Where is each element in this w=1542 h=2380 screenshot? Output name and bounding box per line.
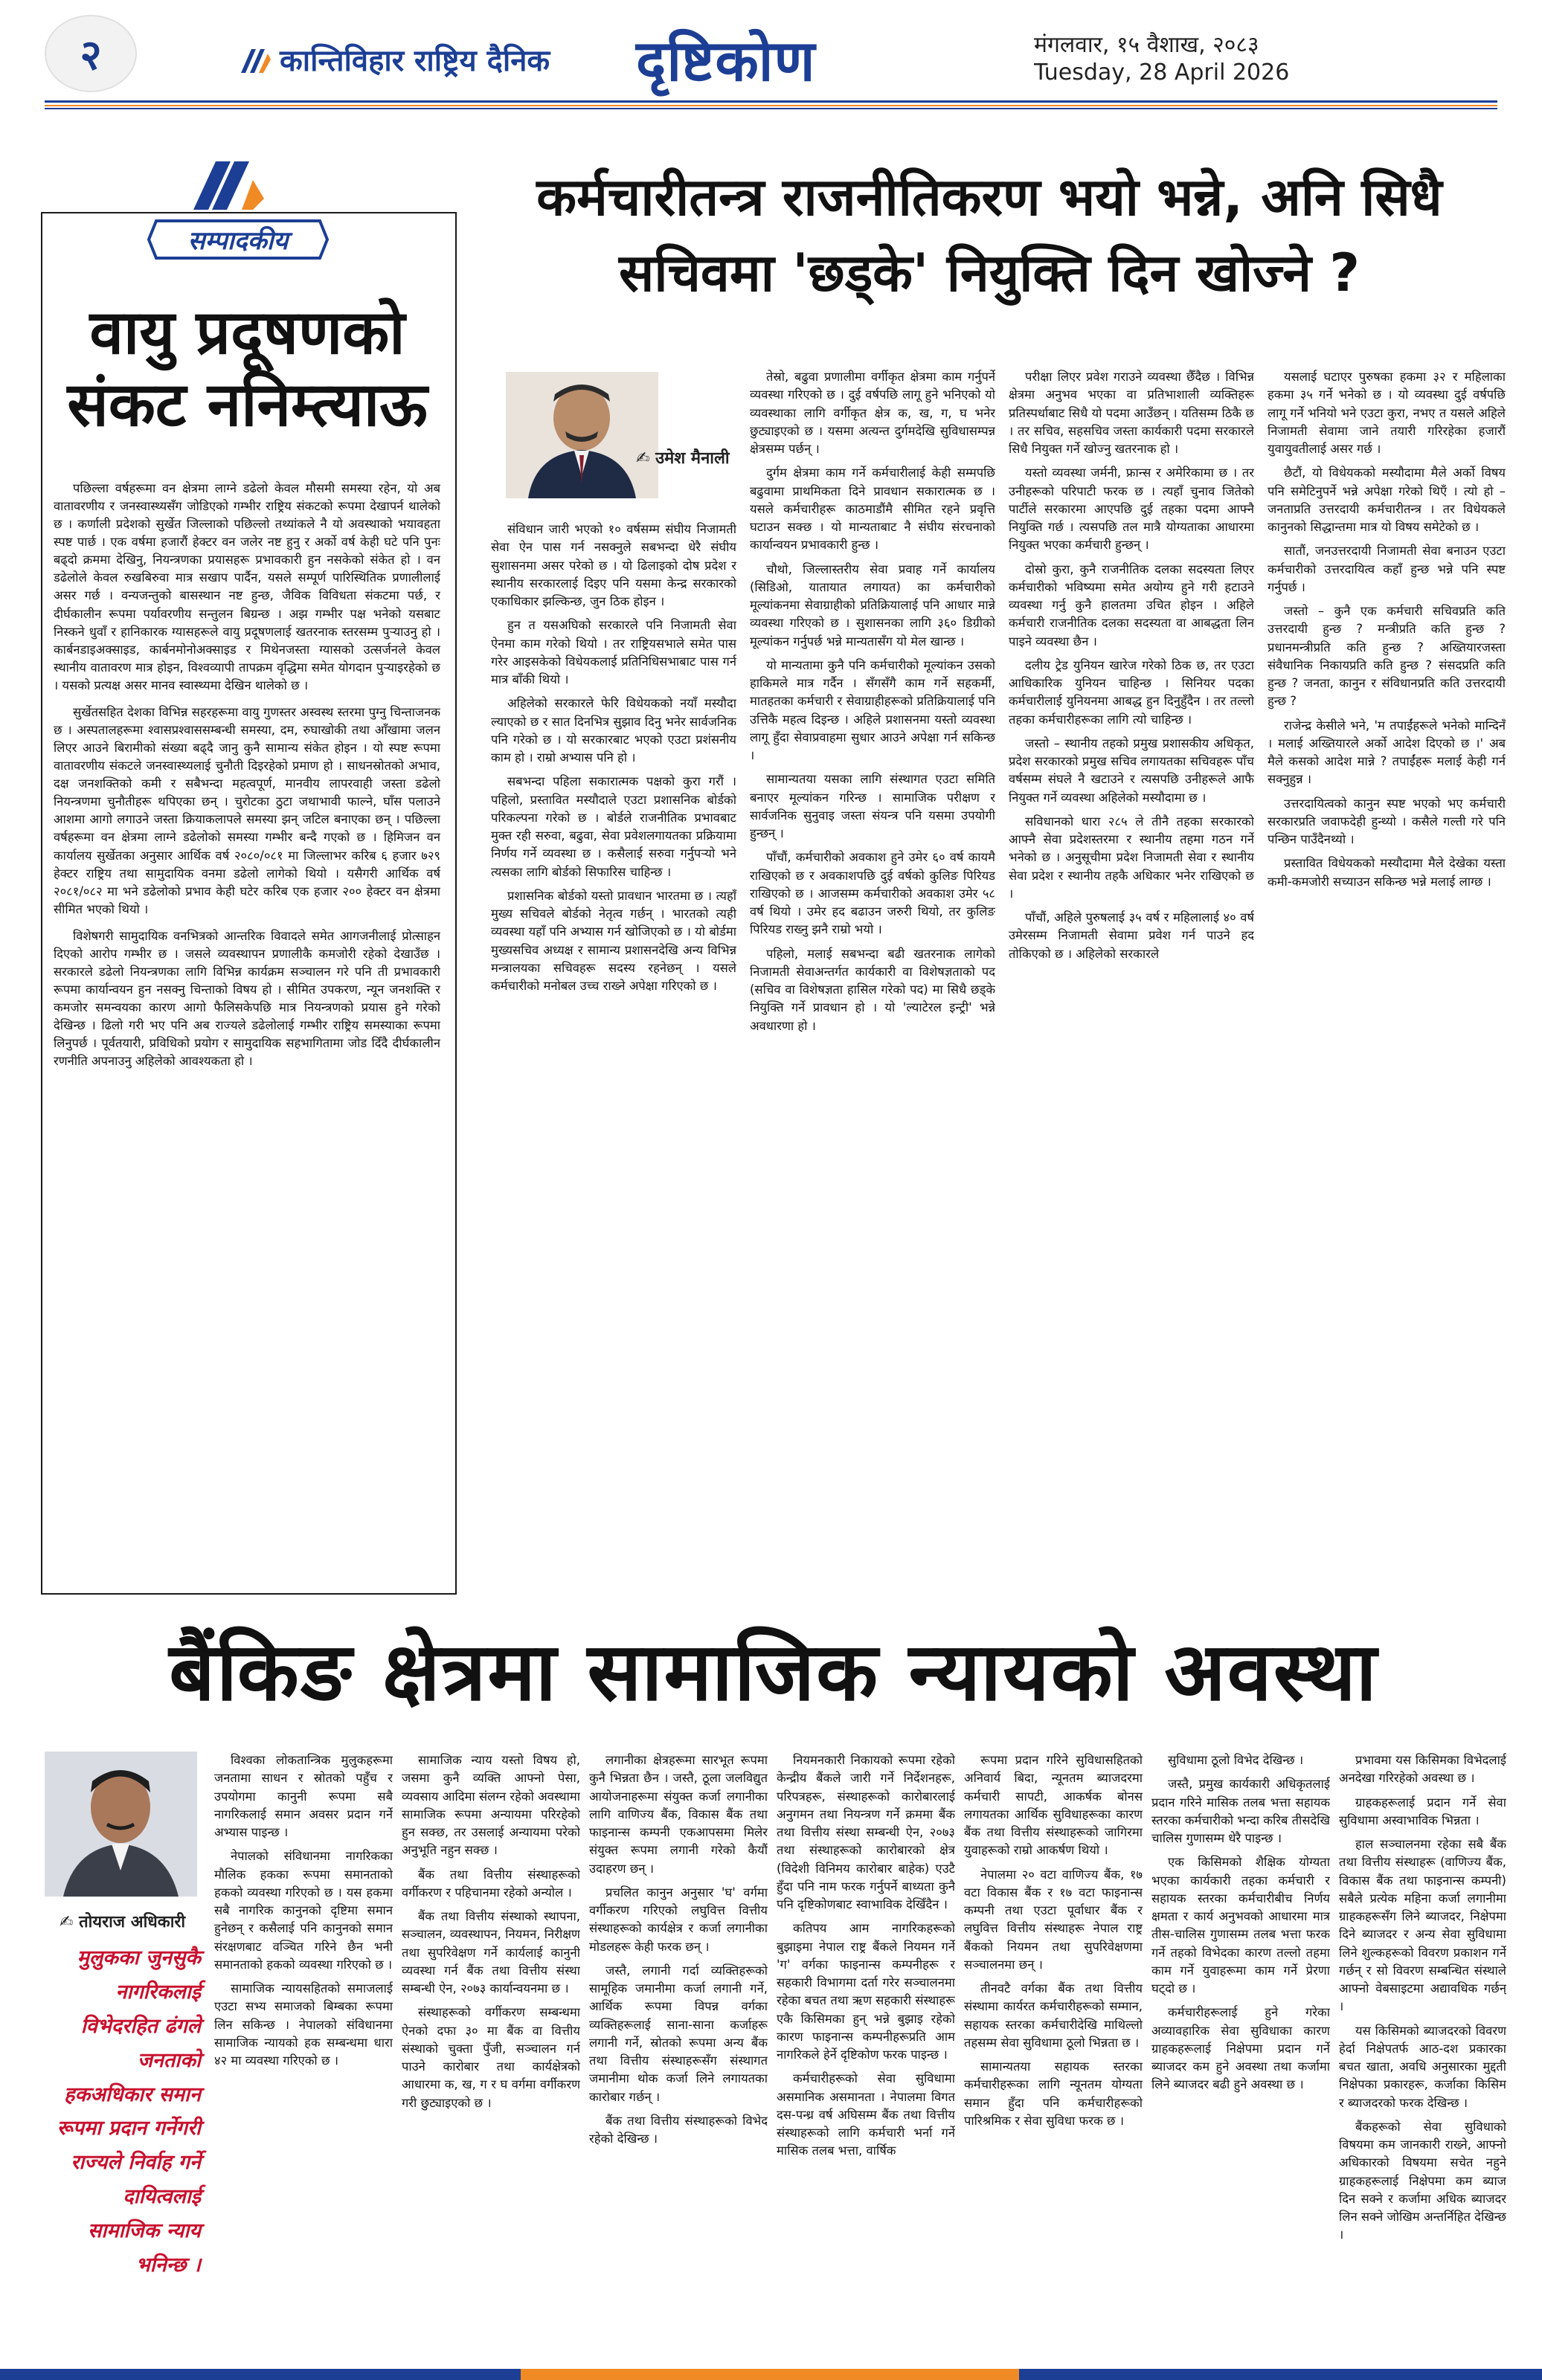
editorial-paragraph: सुर्खेतसहित देशका विभिन्न सहरहरूमा वायु गुणस्तर अस्वस्थ स्तरमा पुग्नु चिन्ताजनक छ । अस्पतालहरूमा श्वासप्रश्वाससम्बन्धी समस्या, दम, रुघाखोकी तथा आँखामा जलन लिएर आउने बिरामीको संख्या बढ्दै जानु कुनै सामान्य संकेत होइन । यो स्पष्ट रूपमा वातावरणीय संकटले जनस्वास्थ्यलाई चुनौती दिइरहेको प्रमाण हो । साधनस्रोतको अभाव, दक्ष जनशक्तिको कमी र सबैभन्दा महत्वपूर्ण, मानवीय लापरवाही जस्ता डढेलो नियन्त्रणमा चुनौतीहरू थपिएका छन् । चुरोटका ठुटा जथाभावी फाल्ने, घाँस पलाउने आशमा आगो लगाउने जस्ता क्रियाकलापले समस्या झन् जटिल बनाएका छन् । पछिल्ला वर्षहरूमा वन क्षेत्रमा लाग्ने डढेलोको समस्या गम्भीर बन्दै गएको छ । हिमिजन वन कार्यालय सुर्खेतका अनुसार आर्थिक वर्ष २०८०/०८१ मा जिल्लाभर करिब ६ हजार ७२९ हेक्टर राष्ट्रिय तथा सामुदायिक वनमा डढेलो लागेको थियो । यसैगरी आर्थिक वर्ष २०८१/०८२ मा भने डढेलोको प्रभाव केही घटेर करिब एक हजार २०० हेक्टर वन क्षेत्रमा सीमित भएको थियो । — [54, 704, 440, 916]
second-article-column-5 — [964, 1752, 1143, 2361]
date-english: Tuesday, 28 April 2026 — [1034, 60, 1290, 86]
article-paragraph: नियमनकारी निकायको रूपमा रहेको केन्द्रीय बैंकले जारी गर्ने निर्देशनहरू, परिपत्रहरू, संस्थाहरूको कारोबारलाई अनुगमन तथा नियन्त्रण गर्ने क्रममा बैंक तथा वित्तीय संस्था सम्बन्धी ऐन, २०७३ तथा संस्थाहरूको कारोबारको क्षेत्र (विदेशी विनिमय कारोबार बाहेक) एउटै हुँदा पनि नाम फरक गर्नुपर्ने बाध्यता कुनै पनि दृष्टिकोणबाट स्वाभाविक देखिँदैन । — [777, 1753, 955, 1911]
article-paragraph: सामान्यतया यसका लागि संस्थागत एउटा समिति बनाएर मूल्यांकन गरिन्छ । सामाजिक परीक्षण र सार्वजनिक सुनुवाइ जस्ता संयन्त्र पनि यसमा उपयोगी हुन्छन् । — [750, 772, 995, 840]
article-paragraph: राजेन्द्र केसीले भने, 'म तपाईंहरूले भनेको मान्दिनँ । मलाई अख्तियारले अर्को आदेश दिएको छ ।' अब मैले कसको आदेश मान्ने ? तपाईंहरू मलाई केही गर्न सक्नुहुन्न । — [1268, 718, 1506, 787]
paper-name: कान्तिविहार राष्ट्रिय दैनिक — [280, 44, 550, 78]
article-paragraph: प्रस्तावित विधेयकको मस्यौदामा मैले देखेका यस्ता कमी-कमजोरी सच्याउन सकिन्छ भन्ने मलाई लाग्छ । — [1268, 856, 1506, 889]
editorial-heading — [41, 298, 454, 442]
section-name: दृष्टिकोण — [636, 28, 816, 94]
article-paragraph: सामाजिक न्याय यस्तो विषय हो, जसमा कुनै व्यक्ति आफ्नो पेसा, व्यवसाय आदिमा संलग्न रहेको अवस्थामा सामाजिक रूपमा अन्यायमा परिरहेको हुन सक्छ, तर उसलाई अन्यायमा परेको अनुभूति नहुन सक्छ । — [402, 1753, 580, 1858]
article-paragraph: यो मान्यतामा कुनै पनि कर्मचारीको मूल्यांकन उसको हाकिमले मात्र गर्दैन । सँगसँगै काम गर्ने सहकर्मी, मातहतका कर्मचारी र सेवाग्राहीहरूको प्रतिक्रियालाई पनि उत्तिकै महत्व दिइन्छ । अहिले प्रशासनमा यस्तो व्यवस्था लागू हुँदा सेवाप्रवाहमा सुधार आउने अपेक्षा गर्न सकिन्छ । — [750, 657, 995, 762]
article-paragraph: दलीय ट्रेड युनियन खारेज गरेको ठिक छ, तर एउटा आधिकारिक युनियन चाहिन्छ । सिनियर पदका कर्मचारीलाई युनियनमा आबद्ध हुन दिनुहुँदैन । तर तल्लो तहका कर्मचारीहरूका लागि त्यो चाहिन्छ । — [1009, 657, 1254, 727]
main-article-column-4 — [1268, 368, 1506, 1592]
editorial-heading-line1: वायु प्रदूषणको — [89, 298, 405, 368]
article-paragraph: सामान्यतया सहायक स्तरका कर्मचारीहरूका लागि न्यूनतम योग्यता समान हुँदा पनि कर्मचारीहरूको पारिश्रमिक र सेवा सुविधा फरक छ । — [964, 2059, 1143, 2128]
date-nepali: मंगलवार, १५ वैशाख, २०८३ — [1034, 32, 1259, 58]
article-paragraph: चौथो, जिल्लास्तरीय सेवा प्रवाह गर्ने कार्यालय (सिडिओ, यातायात लगायत) का कर्मचारीको मूल्यांकनमा सेवाग्राहीको प्रतिक्रियालाई पनि आधार मान्ने व्यवस्था गरिएको छ । सुशासनका लागि ३६० डिग्रीको मूल्यांकन गर्नुपर्छ भन्ने मान्यतासँग यो मेल खान्छ । — [750, 562, 995, 649]
article-paragraph: सुविधामा ठूलो विभेद देखिन्छ । — [1168, 1753, 1304, 1767]
article-paragraph: दोस्रो कुरा, कुनै राजनीतिक दलका सदस्यता लिएर कर्मचारीको भविष्यमा समेत अयोग्य हुने गरी हटाउने व्यवस्था गर्नु कुनै हालतमा उचित होइन । अहिले कर्मचारी राजनीतिक दलका सदस्यता वा आबद्धता लिन पाइने व्यवस्था छैन । — [1009, 562, 1254, 649]
article-paragraph: कर्मचारीहरूलाई हुने गरेका अव्यावहारिक सेवा सुविधाका कारण ग्राहकहरूलाई निक्षेपमा प्रदान गर्ने ब्याजदर कम हुने अवस्था तथा कर्जामा लिने ब्याजदर बढी हुने अवस्था छ । — [1151, 2005, 1330, 2092]
second-article-column-7 — [1339, 1752, 1506, 2361]
article-paragraph: नेपालको संविधानमा नागरिकका मौलिक हकका रूपमा समानताको हकको व्यवस्था गरिएको छ । यस हकमा सबै नागरिक कानुनको दृष्टिमा समान हुनेछन् र कसैलाई पनि कानुनको समान संरक्षणबाट वञ्चित गरिने छैन भनी समानताको हकको व्यवस्था गरिएको छ । — [214, 1849, 393, 1972]
second-author-name: तोयराज अधिकारी — [79, 1913, 186, 1932]
main-article-column-3 — [1009, 368, 1254, 1592]
paper-logo-icon — [237, 43, 272, 76]
article-paragraph: कतिपय आम नागरिकहरूको बुझाइमा नेपाल राष्ट्र बैंकले नियमन गर्ने 'ग' वर्गका फाइनान्स कम्पनीहरू र सहकारी विभागमा दर्ता गरेर सञ्चालनमा रहेका बचत तथा ऋण सहकारी संस्थाहरू एकै किसिमका हुन् भन्ने बुझाइ रहेको कारण फाइनान्स कम्पनीहरूप्रति आम नागरिकले हेर्ने दृष्टिकोण फरक पाइन्छ । — [777, 1921, 955, 2062]
article-paragraph: जस्तै, लगानी गर्दा व्यक्तिहरूको सामूहिक जमानीमा कर्जा लगानी गर्ने, आर्थिक रूपमा विपन्न वर्गका व्यक्तिहरूलाई साना-साना कर्जाहरू लगानी गर्ने, स्रोतको रूपमा अन्य बैंक तथा वित्तीय संस्थाहरूसँग संस्थागत जमानीमा थोक कर्जा लिने लगायतका कारोबार गर्छन् । — [589, 1963, 768, 2104]
article-paragraph: ग्राहकहरूलाई प्रदान गर्ने सेवा सुविधामा अस्वाभाविक भिन्नता । — [1339, 1795, 1506, 1827]
author-photo — [506, 372, 658, 498]
article-paragraph: दुर्गम क्षेत्रमा काम गर्ने कर्मचारीलाई केही सम्मपछि बढुवामा प्राथमिकता दिने प्रावधान सकारात्मक छ । यसले कर्मचारीहरू काठमाडौंमै सीमित रहने प्रवृत्ति घटाउन सक्छ । यो मान्यताबाट नै संघीय संरचनाको कार्यान्वयन प्रभावकारी हुन्छ । — [750, 466, 995, 553]
article-paragraph: सातौं, जनउत्तरदायी निजामती सेवा बनाउन एउटा कर्मचारीको उत्तरदायित्व कहाँ हुन्छ भन्ने पनि स्पष्ट गर्नुपर्छ । — [1268, 544, 1506, 594]
article-paragraph: पहिलो, मलाई सबभन्दा बढी खतरनाक लागेको निजामती सेवाअन्तर्गत कार्यकारी वा विशेषज्ञताको पद (सचिव वा विशेषज्ञता हासिल गरेको पद) मा सिधै छड्के नियुक्ति गर्ने प्रावधान हो । यो 'ल्याटेरल इन्ट्री' भन्ने अवधारणा हो । — [750, 946, 995, 1033]
article-paragraph: सबभन्दा पहिला सकारात्मक पक्षको कुरा गरौं । पहिलो, प्रस्तावित मस्यौदाले एउटा प्रशासनिक बोर्डको परिकल्पना गरेको छ । बोर्डले राजनीतिक प्रभावबाट मुक्त रही सरुवा, बढुवा, सेवा प्रवेशलगायतका प्रक्रियामा निर्णय गर्ने व्यवस्था छ । कसैलाई सरुवा गर्नुपर्‍यो भने त्यसका लागि बोर्डको सिफारिस चाहिन्छ । — [491, 774, 736, 879]
pen-icon: ✍ — [60, 1913, 80, 1932]
second-article-column-6 — [1151, 1752, 1330, 2361]
article-paragraph: यसलाई घटाएर पुरुषका हकमा ३२ र महिलाका हकमा ३५ गर्ने भनेको छ । यो व्यवस्था दुई वर्षपछि लागू गर्ने भनियो भने एउटा कुरा, नभए त यसले अहिले निजामती सेवामा जाने तयारी गरिरहेका हजारौं युवायुवतीलाई असर गर्छ । — [1268, 370, 1506, 456]
article-paragraph: यस किसिमको ब्याजदरको विवरण हेर्दा निक्षेपतर्फ आठ-दश प्रकारका बचत खाता, अवधि अनुसारका मुद्दती निक्षेपका प्रकारहरू, कर्जाका किसिम र ब्याजदरको फरक देखिन्छ । — [1339, 2023, 1506, 2110]
masthead — [0, 0, 1542, 100]
second-article-column-2 — [402, 1752, 580, 2361]
article-paragraph: पाँचौं, अहिले पुरुषलाई ३५ वर्ष र महिलालाई ४० वर्ष उमेरसम्म निजामती सेवामा प्रवेश गर्न पाउने हद तोकिएको छ । अहिलेको सरकारले — [1009, 910, 1254, 961]
article-paragraph: संविधान जारी भएको १० वर्षसम्म संघीय निजामती सेवा ऐन पास गर्न नसक्नुले सबभन्दा धेरै संघीय सुशासनमा असर परेको छ । यो ढिलाइको दोष प्रदेश र स्थानीय सरकारलाई दिइए पनि यसमा केन्द्र सरकारको एकाधिकार झल्किन्छ, जुन ठिक होइन । — [491, 522, 736, 608]
article-paragraph: बैंक तथा वित्तीय संस्थाको स्थापना, सञ्चालन, व्यवस्थापन, नियमन, निरीक्षण तथा सुपरिवेक्षण गर्ने कार्यलाई कानुनी व्यवस्था गर्न बैंक तथा वित्तीय संस्था सम्बन्धी ऐन, २०७३ कार्यान्वयनमा छ । — [402, 1909, 580, 1995]
article-paragraph: प्रभावमा यस किसिमका विभेदलाई अनदेखा गरिरहेको अवस्था छ । — [1339, 1753, 1506, 1786]
article-paragraph: बैंकहरूको सेवा सुविधाको विषयमा कम जानकारी राख्ने, आफ्नो अधिकारको विषयमा सचेत नहुने ग्राहकहरूलाई निक्षेपमा कम ब्याज दिन सक्ने र कर्जामा अधिक ब्याजदर लिन सक्ने जोखिम अन्तर्निहित देखिन्छ । — [1339, 2119, 1506, 2242]
article-paragraph: संस्थाहरूको वर्गीकरण सम्बन्धमा ऐनको दफा ३० मा बैंक वा वित्तीय संस्थाको चुक्ता पुँजी, सञ्चालन गर्न पाउने कारोबार तथा कार्यक्षेत्रको आधारमा क, ख, ग र घ वर्गमा वर्गीकरण गरी छुट्याइएको छ । — [402, 2005, 580, 2110]
editorial-heading-line2: संकट ननिम्त्याऊ — [67, 369, 428, 440]
author-name: उमेश मैनाली — [655, 449, 730, 468]
header-rule — [45, 100, 1497, 109]
second-article-column-3 — [589, 1752, 768, 2361]
author-byline — [636, 446, 730, 469]
footer-bar — [0, 2369, 1542, 2380]
editorial-badge — [141, 158, 335, 277]
article-paragraph: बैंक तथा वित्तीय संस्थाहरूको वर्गीकरण र पहिचानमा रहेको अन्योल । — [402, 1867, 580, 1900]
article-paragraph: सामाजिक न्यायसहितको समाजलाई एउटा सभ्य समाजको बिम्बका रूपमा लिन सकिन्छ । नेपालको संविधानमा सामाजिक न्यायको हक सम्बन्धमा धारा ४२ मा व्यवस्था गरिएको छ । — [214, 1981, 393, 2068]
article-paragraph: नेपालमा २० वटा वाणिज्य बैंक, १७ वटा विकास बैंक र १७ वटा फाइनान्स कम्पनी तथा एउटा पूर्वाधार बैंक र लघुवित्त वित्तीय संस्थाहरू नेपाल राष्ट्र बैंकको नियमन तथा सुपरिवेक्षणमा सञ्चालनमा छन् । — [964, 1867, 1143, 1972]
article-paragraph: सविधानको धारा २८५ ले तीनै तहका सरकारको आफ्नै सेवा प्रदेशस्तरमा र स्थानीय तहमा गठन गर्ने भनेको छ । अनुसूचीमा प्रदेश निजामती सेवा र स्थानीय सेवा प्रदेश र स्थानीय तहकै अधिकार भनेर राखिएको छ । — [1009, 814, 1254, 901]
article-paragraph: रूपमा प्रदान गरिने सुविधासहितको अनिवार्य बिदा, न्यूनतम ब्याजदरमा कर्मचारी सापटी, आकर्षक बोनस लगायतका आर्थिक सुविधाहरूका कारण बैंक तथा वित्तीय संस्थाहरूको जागिरमा युवाहरूको राम्रो आकर्षण थियो । — [964, 1753, 1143, 1858]
article-paragraph: लगानीका क्षेत्रहरूमा सारभूत रूपमा कुनै भिन्नता छैन । जस्तै, ठूला जलविद्युत आयोजनाहरूमा संयुक्त कर्जा लगानीका लागि वाणिज्य बैंक, विकास बैंक तथा फाइनान्स कम्पनी एकआपसमा मिलेर संयुक्त रूपमा लगानी गरेको कैयौं उदाहरण छन् । — [589, 1753, 768, 1876]
pen-icon: ✍ — [636, 449, 656, 468]
article-paragraph: प्रचलित कानुन अनुसार 'घ' वर्गमा वर्गीकरण गरिएको लघुवित्त वित्तीय संस्थाहरूको कार्यक्षेत्र र कर्जा लगानीका मोडलहरू केही फरक छन् । — [589, 1885, 768, 1954]
article-paragraph: छैटौं, यो विधेयकको मस्यौदामा मैले अर्को विषय पनि समेटिनुपर्ने भन्ने अपेक्षा गरेको थिएँ । त्यो हो – जनताप्रति उत्तरदायी कर्मचारीतन्त्र । तर विधेयकले कानुनको सिद्धान्तमा मात्र यो विषय समेटेको छ । — [1268, 466, 1506, 534]
article-paragraph: जस्तै, प्रमुख कार्यकारी अधिकृतलाई प्रदान गरिने मासिक तलब भत्ता सहायक स्तरका कर्मचारीको भन्दा करिब तीसदेखि चालिस गुणासम्म धेरै पाइन्छ । — [1151, 1777, 1330, 1845]
article-paragraph: हाल सञ्चालनमा रहेका सबै बैंक तथा वित्तीय संस्थाहरू (वाणिज्य बैंक, विकास बैंक तथा फाइनान्स कम्पनी) सबैले प्रत्येक महिना कर्जा लगानीमा ग्राहकहरूसँग लिने ब्याजदर, निक्षेपमा दिने ब्याजदर र अन्य सेवा सुविधामा लिने शुल्कहरूको विवरण प्रकाशन गर्ने गर्छन् र सो विवरण सम्बन्धित संस्थाले आफ्नो वेबसाइटमा अद्यावधिक गर्छन् । — [1339, 1837, 1506, 2014]
article-paragraph: प्रशासनिक बोर्डको यस्तो प्रावधान भारतमा छ । त्यहाँ मुख्य सचिवले बोर्डको नेतृत्व गर्छन् । भारतको त्यही व्यवस्था यहाँ पनि अभ्यास गर्न खोजिएको छ । यो बोर्डमा मुख्यसचिव अध्यक्ष र सामान्य प्रशासनदेखि अन्य विभिन्न मन्त्रालयका सचिवहरू सदस्य रहनेछन् । यसले कर्मचारीको मनोबल उच्च राख्ने अपेक्षा गरिएको छ । — [491, 888, 736, 993]
editorial-body — [54, 480, 440, 1580]
article-paragraph: हुन त यसअघिको सरकारले पनि निजामती सेवा ऐनमा काम गरेको थियो । तर राष्ट्रियसभाले समेत पास गरेर आइसकेको विधेयकलाई प्रतिनिधिसभाबाट पास गर्न मात्र बाँकी थियो । — [491, 618, 736, 686]
editorial-badge-label: सम्पादकीय — [187, 226, 289, 256]
article-paragraph: जस्तो – कुनै एक कर्मचारी सचिवप्रति कति उत्तरदायी हुन्छ ? मन्त्रीप्रति कति हुन्छ ? प्रधानमन्त्रीप्रति कति हुन्छ ? अख्तियारजस्ता संवैधानिक निकायप्रति कति हुन्छ ? संसदप्रति कति हुन्छ ? जनता, कानुन र संविधानप्रति कति उत्तरदायी हुन्छ ? — [1268, 604, 1506, 709]
article-paragraph: तेस्रो, बढुवा प्रणालीमा वर्गीकृत क्षेत्रमा काम गर्नुपर्ने व्यवस्था गरिएको छ । दुई वर्षपछि लागू हुने भनिएको यो व्यवस्थाका लागि वर्गीकृत क्षेत्र क, ख, ग, घ भनेर छुट्याइएको छ । यसमा अत्यन्त दुर्गमदेखि सुविधासम्पन्न क्षेत्रसम्म पर्छन् । — [750, 370, 995, 456]
article-paragraph: तीनवटै वर्गका बैंक तथा वित्तीय संस्थामा कार्यरत कर्मचारीहरूको सम्मान, सहायक स्तरका कर्मचारीदेखि माथिल्लो तहसम्म सेवा सुविधामा ठूलो भिन्नता छ । — [964, 1981, 1143, 2050]
article-paragraph: अहिलेको सरकारले फेरि विधेयकको नयाँ मस्यौदा ल्याएको छ र सात दिनभित्र सुझाव दिनु भनेर सार्वजनिक पनि गरेको छ । यो सरकारबाट भएको एउटा प्रशंसनीय काम हो । राम्रो अभ्यास पनि हो । — [491, 696, 736, 765]
main-article-column-1 — [491, 521, 736, 1592]
article-paragraph: परीक्षा लिएर प्रवेश गराउने व्यवस्था छैँदैछ । विभिन्न क्षेत्रमा अनुभव भएका वा प्रतिभाशाली व्यक्तिहरू प्रतिस्पर्धाबाट सिधै यो पदमा आउँछन् । यतिसम्म ठिकै छ । तर सचिव, सहसचिव जस्ता कार्यकारी पदमा सरकारले सिधै नियुक्त गर्ने खोज्नु खतरनाक हो । — [1009, 370, 1254, 456]
article-paragraph: पाँचौं, कर्मचारीको अवकाश हुने उमेर ६० वर्ष कायमै राखिएको छ र अवकाशपछि दुई वर्षको कुलिङ पिरियड राखिएको छ । आजसम्म कर्मचारीको अवकाश उमेर ५८ वर्ष थियो । उमेर हद बढाउन जरुरी थियो, तर कुलिङ पिरियड राख्नु झनै राम्रो भयो । — [750, 850, 995, 937]
editorial-paragraph: विशेषगरी सामुदायिक वनभित्रको आन्तरिक विवादले समेत आगजनीलाई प्रोत्साहन दिएको आरोप गम्भीर छ । जसले व्यवस्थापन प्रणालीकै कमजोरी रहेको देखाउँछ । सरकारले डढेलो नियन्त्रणका लागि विभिन्न कार्यक्रम सञ्चालन गरे पनि ती प्रभावकारी रूपमा कार्यान्वयन हुन नसक्नु चिन्ताको विषय हो । सीमित उपकरण, न्यून जनशक्ति र कमजोर समन्वयका कारण आगो फैलिसकेपछि मात्र नियन्त्रणको प्रयास हुने गरेको देखिन्छ । ढिलो गरी भए पनि अब राज्यले डढेलोलाई गम्भीर राष्ट्रिय समस्याका रूपमा लिनुपर्छ । पूर्वतयारी, प्रविधिको प्रयोग र सामुदायिक सहभागितामा जोड दिँदै दीर्घकालीन रणनीति अपनाउनु अहिलेको आवश्यकता हो । — [54, 928, 440, 1069]
main-title-line2: सचिवमा 'छड्के' नियुक्ति दिन खोज्ने ? — [619, 242, 1360, 303]
main-article-column-2 — [750, 368, 995, 1592]
main-title-line1: कर्मचारीतन्त्र राजनीतिकरण भयो भन्ने, अनि सिधै — [536, 167, 1442, 228]
article-paragraph: एक किसिमको शैक्षिक योग्यता भएका कार्यकारी तहका कर्मचारी र सहायक स्तरका कर्मचारीबीच निर्णय क्षमता र कार्य अनुभवको आधारमा मात्र तीस-चालिस गुणासम्म तलब भत्ता फरक गर्ने तहको विभेदका कारण तल्लो तहमा काम गर्ने युवाहरूमा काम गर्ने प्रेरणा घट्दो छ । — [1151, 1855, 1330, 1995]
second-article-title: बैंकिङ क्षेत्रमा सामाजिक न्यायको अवस्था — [169, 1626, 1378, 1719]
article-paragraph: यस्तो व्यवस्था जर्मनी, फ्रान्स र अमेरिकामा छ । तर उनीहरूको परिपाटी फरक छ । त्यहाँ चुनाव जितेको पार्टीले सरकारमा आएपछि दुई तहका पदमा आफ्नै नियुक्ति गर्छ । त्यसपछि तल मात्रै योग्यताका आधारमा नियुक्त भएका कर्मचारी हुन्छन् । — [1009, 466, 1254, 553]
editorial-paragraph: पछिल्ला वर्षहरूमा वन क्षेत्रमा लाग्ने डढेलो केवल मौसमी समस्या रहेन, यो अब वातावरणीय र जनस्वास्थ्यसँग जोडिएको गम्भीर राष्ट्रिय संकटको रूपमा देखापर्न थालेको छ । कर्णाली प्रदेशको सुर्खेत जिल्लाको पछिल्लो तथ्यांकले नै यो अवस्थाको भयावहता स्पष्ट पार्छ । एक वर्षमा हजारौं हेक्टर वन जलेर नष्ट हुनु र अर्को वर्ष केही घटे पनि पुनः बढ्दो क्रममा देखिनु, नियन्त्रणका प्रयासहरू प्रभावकारी हुन नसकेको संकेत हो । वन डढेलोले केवल रुखबिरुवा मात्र सखाप पार्दैन, यसले सम्पूर्ण पारिस्थितिक प्रणालीलाई असर गर्छ । वन्यजन्तुको बासस्थान नष्ट हुन्छ, जैविक विविधता संकटमा पर्छ, र दीर्घकालीन रूपमा पर्यावरणीय सन्तुलन बिग्रन्छ । अझ गम्भीर पक्ष भनेको यसबाट निस्कने धुवाँ र हानिकारक ग्यासहरूले वायु प्रदूषणलाई खतरनाक स्तरसम्म पुऱ्याउनु हो । कार्बनडाइअक्साइड, कार्बनमोनोअक्साइड र मिथेनजस्ता ग्यासको उत्सर्जनले केवल स्थानीय वातावरण मात्र होइन, विश्वव्यापी तापक्रम वृद्धिमा समेत योगदान पुऱ्याइरहेको छ । यसको प्रत्यक्ष असर मानव स्वास्थ्यमा देखिन थालेको छ । — [54, 481, 440, 692]
article-paragraph: विश्वका लोकतान्त्रिक मुलुकहरूमा जनतामा साधन र स्रोतको पहुँच र उपयोगमा कानुनी रूपमा सबै नागरिकलाई समान अवसर प्रदान गर्ने अभ्यास पाइन्छ । — [214, 1753, 393, 1839]
pull-quote: मुलुकका जुनसुकै नागरिकलाई विभेदरहित ढंगले जनताको हकअधिकार समान रूपमा प्रदान गर्नेगरी राज्यले निर्वाह गर्ने दायित्वलाई सामाजिक न्याय भनिन्छ । — [57, 1946, 201, 2277]
article-paragraph: जस्तो – स्थानीय तहको प्रमुख प्रशासकीय अधिकृत, प्रदेश सरकारको प्रमुख सचिव लगायतका सचिवहरू पाँच वर्षसम्म संघले नै खटाउने र त्यसपछि उनीहरूले आफै नियुक्त गर्ने व्यवस्था अहिलेको मस्यौदामा छ । — [1009, 736, 1254, 805]
second-article-column-4 — [777, 1752, 955, 2361]
page-number: २ — [45, 15, 137, 92]
article-paragraph: कर्मचारीहरूको सेवा सुविधामा असमानिक असमानता । नेपालमा विगत दस-पन्ध्र वर्ष अघिसम्म बैंक तथा वित्तीय संस्थाहरूको लागि कर्मचारी भर्ना गर्ने मासिक तलब भत्ता, वार्षिक — [777, 2071, 955, 2158]
second-author-photo — [45, 1752, 197, 1897]
main-article-title — [469, 160, 1510, 311]
second-author-byline — [60, 1910, 185, 1932]
article-paragraph: बैंक तथा वित्तीय संस्थाहरूको विभेद रहेको देखिन्छ । — [589, 2113, 768, 2146]
article-paragraph: उत्तरदायित्वको कानुन स्पष्ट भएको भए कर्मचारी सरकारप्रति जवाफदेही हुन्थ्यो । कसैले गल्ती गरे पनि पन्छिन पाउँदैनथ्यो । — [1268, 796, 1506, 846]
second-article-column-1 — [214, 1752, 393, 2361]
